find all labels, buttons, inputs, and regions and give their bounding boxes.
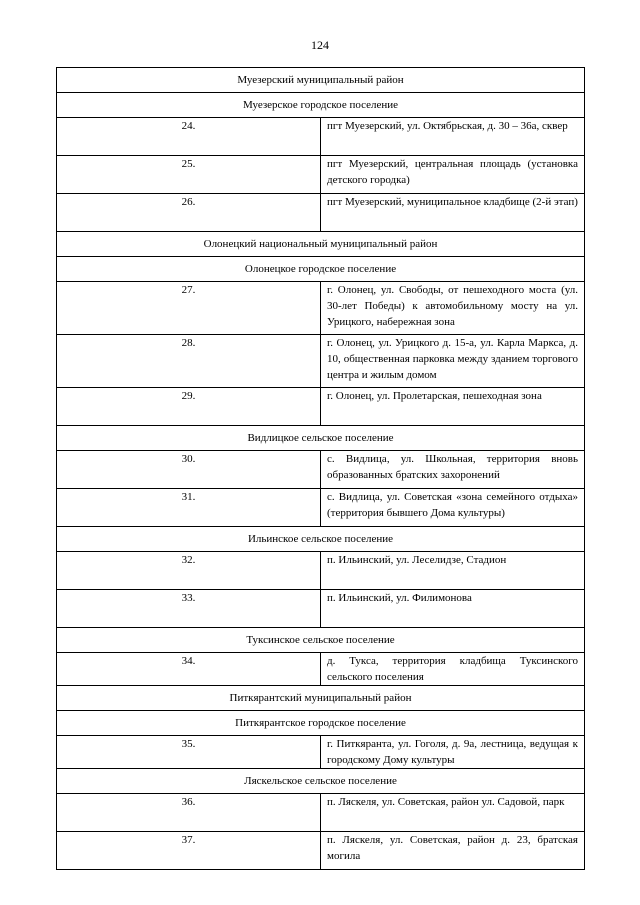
location-description: с. Видлица, ул. Советская «зона семейного отдыха» (территория бывшего Дома культуры): [321, 489, 585, 527]
table-row: [57, 194, 585, 232]
section-header: Ляскельское сельское поселение: [57, 769, 585, 794]
row-number: 24.: [57, 118, 321, 156]
page-number: 124: [311, 38, 329, 52]
location-description: п. Ляскеля, ул. Советская, район ул. Садовой, парк: [321, 794, 585, 832]
table-row: [57, 118, 585, 156]
location-description: с. Видлица, ул. Школьная, территория вновь образованных братских захоронений: [321, 451, 585, 489]
row-number: 26.: [57, 194, 321, 232]
section-header: Ильинское сельское поселение: [57, 527, 585, 552]
table-row: [57, 552, 585, 590]
row-number: 30.: [57, 451, 321, 489]
section-header: Питкярантский муниципальный район: [57, 686, 585, 711]
section-header-row: [57, 232, 585, 257]
location-description: пгт Муезерский, центральная площадь (установка детского городка): [321, 156, 585, 194]
table-row: [57, 335, 585, 388]
location-description: п. Ильинский, ул. Леселидзе, Стадион: [321, 552, 585, 590]
section-header: Олонецкий национальный муниципальный район: [57, 232, 585, 257]
location-description: пгт Муезерский, ул. Октябрьская, д. 30 – 36а, сквер: [321, 118, 585, 156]
section-header: Туксинское сельское поселение: [57, 628, 585, 653]
section-header: Питкярантское городское поселение: [57, 711, 585, 736]
table-row: [57, 451, 585, 489]
section-header-row: [57, 93, 585, 118]
row-number: 33.: [57, 590, 321, 628]
section-header-row: [57, 527, 585, 552]
table-body: [57, 68, 585, 870]
section-header: Муезерское городское поселение: [57, 93, 585, 118]
section-header: Видлицкое сельское поселение: [57, 426, 585, 451]
section-header-row: [57, 711, 585, 736]
table-row: [57, 832, 585, 870]
row-number: 25.: [57, 156, 321, 194]
table-row: [57, 590, 585, 628]
row-number: 29.: [57, 388, 321, 426]
table-row: [57, 489, 585, 527]
location-description: пгт Муезерский, муниципальное кладбище (2-й этап): [321, 194, 585, 232]
section-header-row: [57, 426, 585, 451]
section-header-row: [57, 686, 585, 711]
table-row: [57, 156, 585, 194]
table-row: [57, 653, 585, 686]
section-header-row: [57, 68, 585, 93]
section-header-row: [57, 769, 585, 794]
row-number: 31.: [57, 489, 321, 527]
table-row: [57, 736, 585, 769]
location-description: г. Питкяранта, ул. Гоголя, д. 9а, лестница, ведущая к городскому Дому культуры: [321, 736, 585, 769]
section-header-row: [57, 628, 585, 653]
location-description: п. Ильинский, ул. Филимонова: [321, 590, 585, 628]
table-row: [57, 388, 585, 426]
table-row: [57, 282, 585, 335]
row-number: 28.: [57, 335, 321, 388]
section-header: Муезерский муниципальный район: [57, 68, 585, 93]
row-number: 36.: [57, 794, 321, 832]
location-description: г. Олонец, ул. Пролетарская, пешеходная зона: [321, 388, 585, 426]
section-header: Олонецкое городское поселение: [57, 257, 585, 282]
locations-table: [56, 67, 585, 870]
row-number: 27.: [57, 282, 321, 335]
location-description: г. Олонец, ул. Свободы, от пешеходного моста (ул. 30-лет Победы) к автомобильному мосту на ул. Урицкого, набережная зона: [321, 282, 585, 335]
section-header-row: [57, 257, 585, 282]
location-description: г. Олонец, ул. Урицкого д. 15-а, ул. Карла Маркса, д. 10, общественная парковка между зданием торгового центра и жилым домом: [321, 335, 585, 388]
row-number: 34.: [57, 653, 321, 686]
row-number: 37.: [57, 832, 321, 870]
row-number: 35.: [57, 736, 321, 769]
table-row: [57, 794, 585, 832]
location-description: д. Тукса, территория кладбища Туксинского сельского поселения: [321, 653, 585, 686]
row-number: 32.: [57, 552, 321, 590]
location-description: п. Ляскеля, ул. Советская, район д. 23, братская могила: [321, 832, 585, 870]
